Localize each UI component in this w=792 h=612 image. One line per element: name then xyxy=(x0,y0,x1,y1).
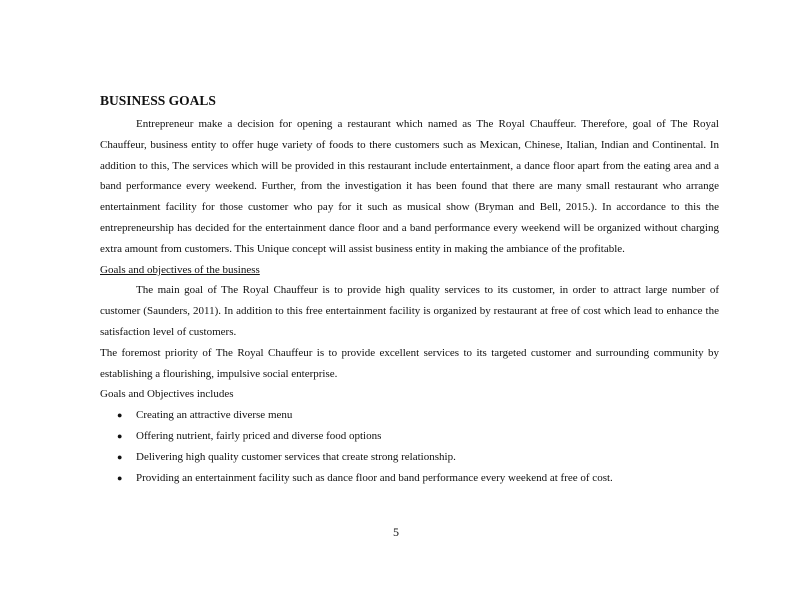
bullet-icon: ● xyxy=(117,410,123,421)
list-intro: Goals and Objectives includes xyxy=(100,388,234,401)
intro-paragraph: Entrepreneur make a decision for opening a restaurant which named as The Royal Chauffeur. Therefore, goal of The Royal Chauffeur, business entity to offer huge variety of foods to there customers such as Mexican, Chinese, Italian, Indian and Continental. In addition to this, The services which will be provided in this restaurant include entertainment, a dance floor apart from the eating area and a band performance every weekend. Further, from the investigation it has been found that there are many small restaurant who arrange entertainment facility for those customer who pay for it such as musical show (Bryman and Bell, 2015.). In accordance to this the entrepreneurship has decided for the entertainment dance floor and a band performance every weekend will be organized without charging extra amount from customers. This Unique concept will assist business entity in making the ambiance of the profitable. xyxy=(100,118,719,255)
list-item-text: Providing an entertainment facility such as dance floor and band performance every weekend at free of cost. xyxy=(136,471,613,484)
bullet-icon: ● xyxy=(117,430,123,441)
bullet-icon: ● xyxy=(117,472,123,483)
list-item-text: Offering nutrient, fairly priced and diverse food options xyxy=(136,429,382,442)
bullet-icon: ● xyxy=(117,451,123,462)
document-body xyxy=(100,92,719,488)
goals-subheading: Goals and objectives of the business xyxy=(100,263,260,276)
list-item xyxy=(100,468,719,489)
list-item-text: Delivering high quality customer services that create strong relationship. xyxy=(136,450,456,463)
section-heading: BUSINESS GOALS xyxy=(100,93,216,108)
goals-list xyxy=(100,405,719,488)
priority-paragraph: The foremost priority of The Royal Chauffeur is to provide excellent services to its targeted customer and surrounding community by establishing a flourishing, impulsive social enterprise. xyxy=(100,346,719,380)
list-item-text: Creating an attractive diverse menu xyxy=(136,409,293,422)
list-item xyxy=(100,426,719,447)
list-item xyxy=(100,447,719,468)
page-number: 5 xyxy=(393,525,399,539)
list-item xyxy=(100,405,719,426)
main-goal-paragraph: The main goal of The Royal Chauffeur is to provide high quality services to its customer, in order to attract large number of customer (Saunders, 2011). In addition to this free entertainment facility is organized by restaurant at free of cost which lead to enhance the satisfaction level of customers. xyxy=(100,284,719,338)
